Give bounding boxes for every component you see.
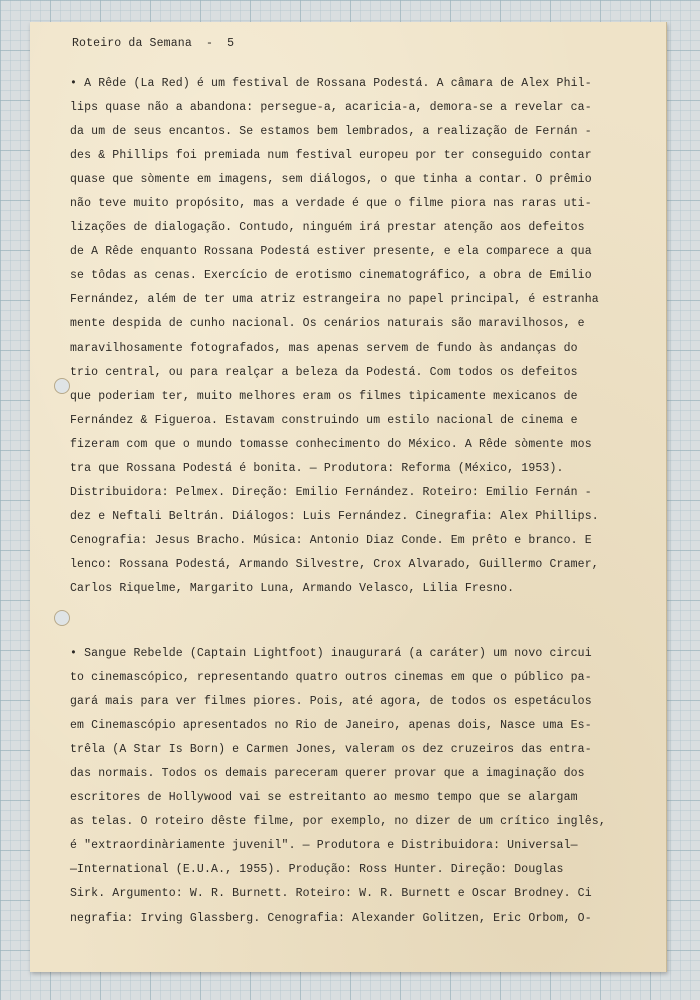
text-line: • Sangue Rebelde (Captain Lightfoot) inaugurará (a caráter) um novo circui xyxy=(70,647,592,660)
text-line: lenco: Rossana Podestá, Armando Silvestre, Crox Alvarado, Guillermo Cramer, xyxy=(70,557,599,571)
text-line: é "extraordinàriamente juvenil". — Produtora e Distribuidora: Universal— xyxy=(70,839,578,853)
punch-hole xyxy=(54,378,70,394)
text-line: das normais. Todos os demais pareceram querer provar que a imaginação dos xyxy=(70,767,585,781)
text-line: Carlos Riquelme, Margarito Luna, Armando Velasco, Lilia Fresno. xyxy=(70,581,515,595)
punch-hole xyxy=(54,610,70,626)
text-line: Distribuidora: Pelmex. Direção: Emilio Fernández. Roteiro: Emilio Fernán - xyxy=(70,485,592,499)
text-line: lizações de dialogação. Contudo, ninguém irá prestar atenção aos defeitos xyxy=(70,221,585,235)
review-a-rede xyxy=(70,72,645,601)
text-line: lips quase não a abandona: persegue-a, acaricia-a, demora-se a revelar ca- xyxy=(70,101,592,115)
text-line: não teve muito propósito, mas a verdade é que o filme piora nas raras uti- xyxy=(70,197,592,211)
text-line: as telas. O roteiro dêste filme, por exemplo, no dizer de um crítico inglês, xyxy=(70,815,606,829)
text-line: tra que Rossana Podestá é bonita. — Produtora: Reforma (México, 1953). xyxy=(70,461,564,475)
text-line: fizeram com que o mundo tomasse conhecimento do México. A Rêde sòmente mos xyxy=(70,437,592,451)
text-line: de A Rêde enquanto Rossana Podestá estiver presente, e ela comparece a qua xyxy=(70,245,592,259)
text-line: Fernández, além de ter uma atriz estrangeira no papel principal, é estranha xyxy=(70,293,599,307)
text-line: Cenografia: Jesus Bracho. Música: Antonio Diaz Conde. Em prêto e branco. E xyxy=(70,533,592,547)
text-line: Sirk. Argumento: W. R. Burnett. Roteiro: W. R. Burnett e Oscar Brodney. Ci xyxy=(70,887,592,901)
text-line: negrafia: Irving Glassberg. Cenografia: Alexander Golitzen, Eric Orbom, O- xyxy=(70,911,592,925)
text-line: da um de seus encantos. Se estamos bem lembrados, a realização de Fernán - xyxy=(70,125,592,139)
text-line: escritores de Hollywood vai se estreitanto ao mesmo tempo que se alargam xyxy=(70,791,578,805)
text-line: trio central, ou para realçar a beleza da Podestá. Com todos os defeitos xyxy=(70,365,578,379)
text-line: —International (E.U.A., 1955). Produção: Ross Hunter. Direção: Douglas xyxy=(70,863,564,877)
text-line: maravilhosamente fotografados, mas apenas servem de fundo às andanças do xyxy=(70,341,578,355)
text-line: trêla (A Star Is Born) e Carmen Jones, valeram os dez cruzeiros das entra- xyxy=(70,743,592,757)
text-line: quase que sòmente em imagens, sem diálogos, o que tinha a contar. O prêmio xyxy=(70,173,592,187)
text-line: mente despida de cunho nacional. Os cenários naturais são maravilhosos, e xyxy=(70,317,585,331)
typewritten-page xyxy=(30,22,667,972)
page-header: Roteiro da Semana - 5 xyxy=(72,37,235,50)
text-line: se tôdas as cenas. Exercício de erotismo cinematográfico, a obra de Emilio xyxy=(70,269,592,283)
review-sangue-rebelde xyxy=(70,642,645,931)
text-line: des & Phillips foi premiada num festival europeu por ter conseguido contar xyxy=(70,149,592,163)
text-line: gará mais para ver filmes piores. Pois, até agora, de todos os espetáculos xyxy=(70,695,592,709)
text-line: que poderiam ter, muito melhores eram os filmes tìpicamente mexicanos de xyxy=(70,389,578,403)
text-line: to cinemascópico, representando quatro outros cinemas em que o público pa- xyxy=(70,671,592,685)
text-line: dez e Neftali Beltrán. Diálogos: Luis Fernández. Cinegrafia: Alex Phillips. xyxy=(70,509,599,523)
text-line: • A Rêde (La Red) é um festival de Rossana Podestá. A câmara de Alex Phil- xyxy=(70,77,592,90)
text-line: Fernández & Figueroa. Estavam construindo um estilo nacional de cinema e xyxy=(70,413,578,427)
text-line: em Cinemascópio apresentados no Rio de Janeiro, apenas dois, Nasce uma Es- xyxy=(70,719,592,733)
